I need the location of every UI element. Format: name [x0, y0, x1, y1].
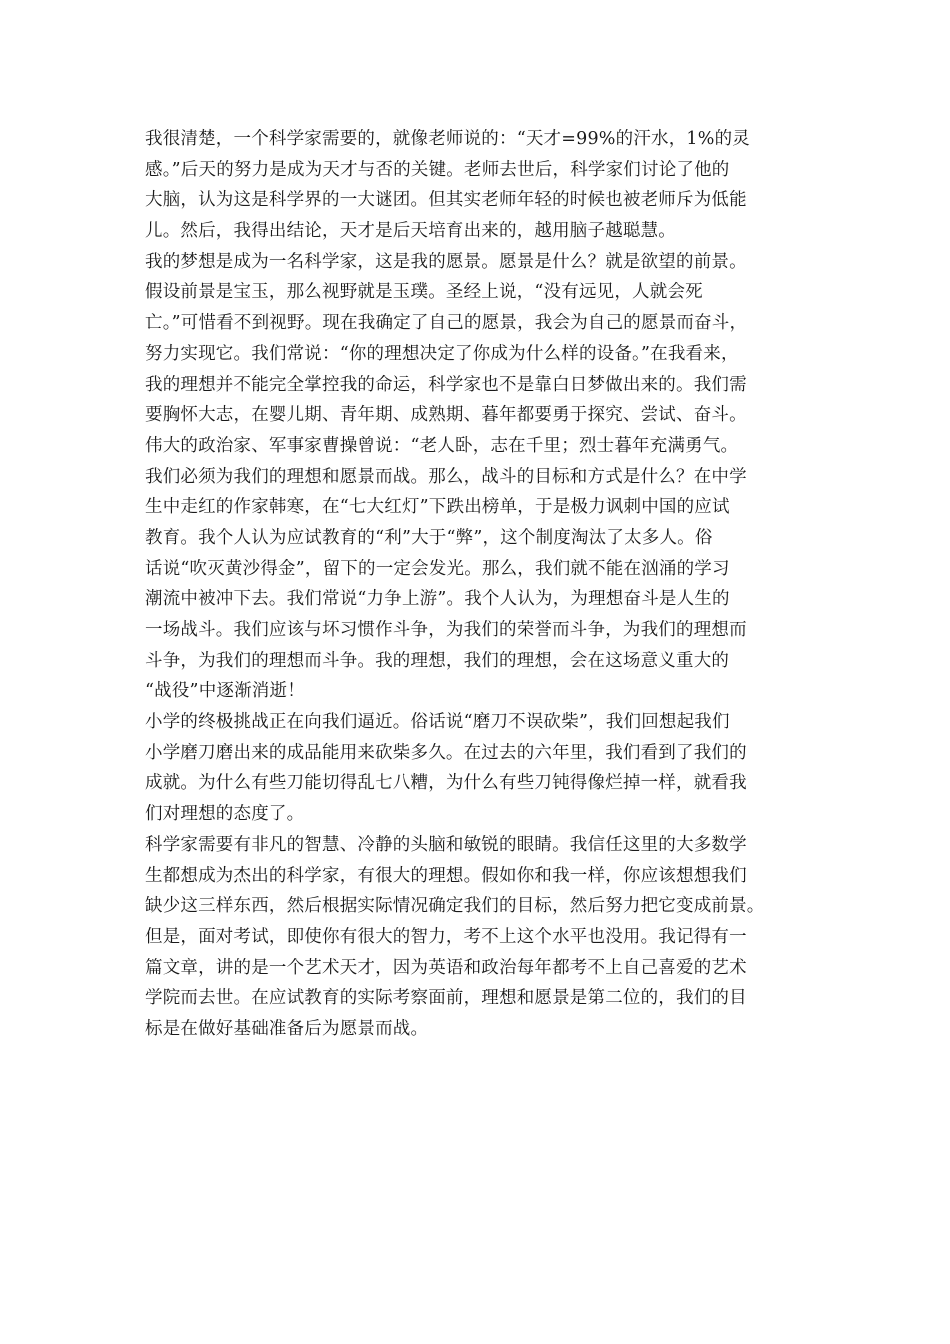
text-line: 们对理想的态度了。 [145, 804, 305, 825]
text-line: 生都想成为杰出的科学家，有很大的理想。假如你和我一样，你应该想想我们 [145, 865, 747, 886]
text-line: 标是在做好基础准备后为愿景而战。 [145, 1018, 429, 1039]
text-line: 我很清楚，一个科学家需要的，就像老师说的：“天才=99%的汗水，1%的灵 [145, 129, 750, 149]
text-line: 感。”后天的努力是成为天才与否的关键。老师去世后，科学家们讨论了他的 [145, 159, 730, 180]
text-line: 小学的终极挑战正在向我们逼近。俗话说“磨刀不误砍柴”，我们回想起我们 [145, 712, 730, 733]
text-line: 成就。为什么有些刀能切得乱七八糟，为什么有些刀钝得像烂掉一样，就看我 [145, 773, 747, 794]
text-line: 科学家需要有非凡的智慧、冷静的头脑和敏锐的眼睛。我信任这里的大多数学 [145, 834, 747, 855]
text-line: 话说“吹灭黄沙得金”，留下的一定会发光。那么，我们就不能在汹涌的学习 [145, 558, 730, 579]
text-line: “战役”中逐渐消逝！ [145, 681, 305, 702]
text-line: 伟大的政治家、军事家曹操曾说：“老人卧，志在千里；烈士暮年充满勇气。 [145, 435, 739, 456]
text-line: 要胸怀大志，在婴儿期、青年期、成熟期、暮年都要勇于探究、尝试、奋斗。 [145, 405, 747, 426]
text-line: 生中走红的作家韩寒，在“七大红灯”下跌出榜单，于是极力讽刺中国的应试 [145, 497, 730, 518]
text-line: 大脑，认为这是科学界的一大谜团。但其实老师年轻的时候也被老师斥为低能 [145, 190, 747, 211]
text-line: 缺少这三样东西，然后根据实际情况确定我们的目标，然后努力把它变成前景。 [145, 896, 765, 917]
text-line: 假设前景是宝玉，那么视野就是玉璞。圣经上说，“没有远见，人就会死 [145, 282, 703, 303]
text-line: 学院而去世。在应试教育的实际考察面前，理想和愿景是第二位的，我们的目 [145, 988, 747, 1009]
text-line: 我们必须为我们的理想和愿景而战。那么，战斗的目标和方式是什么？在中学 [145, 466, 747, 487]
document-body [145, 124, 815, 1045]
text-line: 我的理想并不能完全掌控我的命运，科学家也不是靠白日梦做出来的。我们需 [145, 374, 747, 395]
text-line: 但是，面对考试，即使你有很大的智力，考不上这个水平也没用。我记得有一 [145, 926, 747, 947]
text-line: 小学磨刀磨出来的成品能用来砍柴多久。在过去的六年里，我们看到了我们的 [145, 742, 747, 763]
text-line: 潮流中被冲下去。我们常说“力争上游”。我个人认为，为理想奋斗是人生的 [145, 589, 730, 610]
text-line: 儿。然后，我得出结论，天才是后天培育出来的，越用脑子越聪慧。 [145, 221, 676, 242]
text-line: 亡。”可惜看不到视野。现在我确定了自己的愿景，我会为自己的愿景而奋斗， [145, 313, 748, 334]
text-line: 篇文章，讲的是一个艺术天才，因为英语和政治每年都考不上自己喜爱的艺术 [145, 957, 747, 978]
text-line: 我的梦想是成为一名科学家，这是我的愿景。愿景是什么？就是欲望的前景。 [145, 251, 747, 272]
text-line: 一场战斗。我们应该与坏习惯作斗争，为我们的荣誉而斗争，为我们的理想而 [145, 620, 747, 640]
text-line: 教育。我个人认为应试教育的“利”大于“弊”，这个制度淘汰了太多人。俗 [145, 527, 713, 548]
text-line: 努力实现它。我们常说：“你的理想决定了你成为什么样的设备。”在我看来， [145, 343, 739, 364]
text-line: 斗争，为我们的理想而斗争。我的理想，我们的理想，会在这场意义重大的 [145, 650, 730, 671]
